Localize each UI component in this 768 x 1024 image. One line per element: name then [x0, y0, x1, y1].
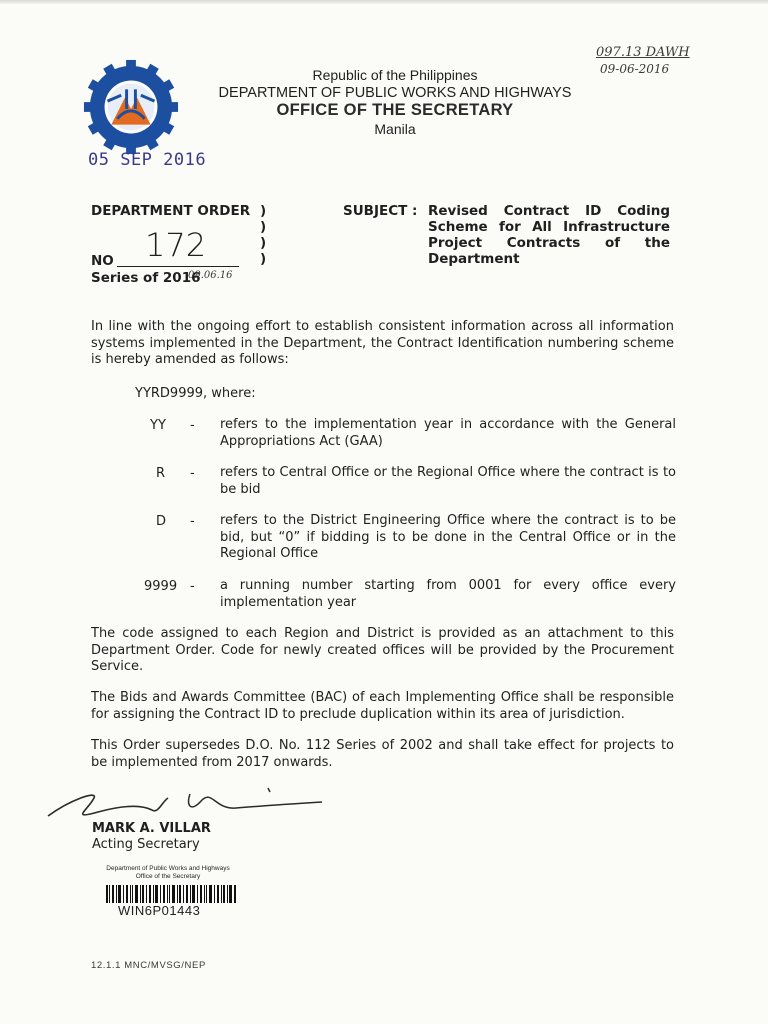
signatory-title: Acting Secretary — [92, 837, 200, 852]
order-series: Series of 2016 — [91, 270, 201, 286]
codes-paragraph: The code assigned to each Region and District is provided as an attachment to this Department Order. Code for newly created offices will be provided by the Procurement Service. — [91, 626, 674, 674]
definition-dash: - — [190, 514, 195, 529]
bracket-mark: ) — [260, 251, 267, 267]
definition-key: R — [156, 466, 166, 481]
header-city: Manila — [374, 121, 416, 137]
receiving-stamp-line: Department of Public Works and Highways — [106, 865, 230, 872]
bracket-mark: ) — [260, 235, 267, 251]
definition-dash: - — [190, 418, 195, 433]
order-number-label: NO — [91, 253, 114, 269]
handwritten-reference: 097.13 DAWH — [596, 45, 690, 60]
received-date-stamp: 05 SEP 2016 — [88, 150, 207, 170]
definition-dash: - — [190, 466, 195, 481]
code-format: YYRD9999, where: — [135, 386, 256, 401]
definition-text: refers to Central Office or the Regional Office where the contract is to be bid — [220, 465, 676, 497]
definition-dash: - — [190, 579, 195, 594]
barcode — [106, 885, 236, 903]
bac-paragraph: The Bids and Awards Committee (BAC) of each Implementing Office shall be responsible for assigning the Contract ID to preclude duplication within its area of jurisdiction. — [91, 690, 674, 722]
receiving-stamp-line: Office of the Secretary — [135, 873, 201, 880]
barcode-id: WIN6P01443 — [118, 903, 201, 918]
supersedes-paragraph: This Order supersedes D.O. No. 112 Series of 2002 and shall take effect for projects to be implemented from 2017 onwards. — [91, 738, 674, 770]
bracket-mark: ) — [260, 219, 267, 235]
definition-text: refers to the District Engineering Office where the contract is to be bid, but “0” if bidding is to be done in the Central Office or in the Regional Office — [220, 513, 676, 561]
header-office: OFFICE OF THE SECRETARY — [276, 101, 514, 119]
subject-label: SUBJECT : — [343, 203, 418, 219]
intro-paragraph: In line with the ongoing effort to establish consistent information across all information systems implemented in the Department, the Contract Identification numbering scheme is hereby amended as follows: — [91, 319, 674, 367]
department-order-title: DEPARTMENT ORDER — [91, 203, 251, 219]
header-republic: Republic of the Philippines — [312, 67, 478, 83]
subject-text: Revised Contract ID Coding Scheme for All Infrastructure Project Contracts of the Department — [428, 203, 670, 267]
order-number: 172 — [145, 226, 207, 264]
definition-text: a running number starting from 0001 for every office every implementation year — [220, 578, 676, 610]
definition-key: D — [156, 514, 167, 529]
handwritten-initials: 09.06.16 — [188, 270, 233, 281]
definition-text: refers to the implementation year in accordance with the General Appropriations Act (GAA) — [220, 417, 676, 449]
reference-initials-footer: 12.1.1 MNC/MVSG/NEP — [91, 960, 206, 971]
order-number-underline — [117, 266, 239, 267]
dpwh-seal-logo — [82, 58, 180, 156]
header-department: DEPARTMENT OF PUBLIC WORKS AND HIGHWAYS — [218, 85, 572, 101]
definition-key: 9999 — [144, 579, 178, 594]
scan-top-edge — [0, 0, 768, 4]
definition-key: YY — [150, 418, 166, 433]
signatory-name: MARK A. VILLAR — [92, 821, 211, 836]
bracket-mark: ) — [260, 203, 267, 219]
handwritten-date: 09-06-2016 — [600, 62, 670, 76]
receiving-stamp — [88, 865, 248, 881]
